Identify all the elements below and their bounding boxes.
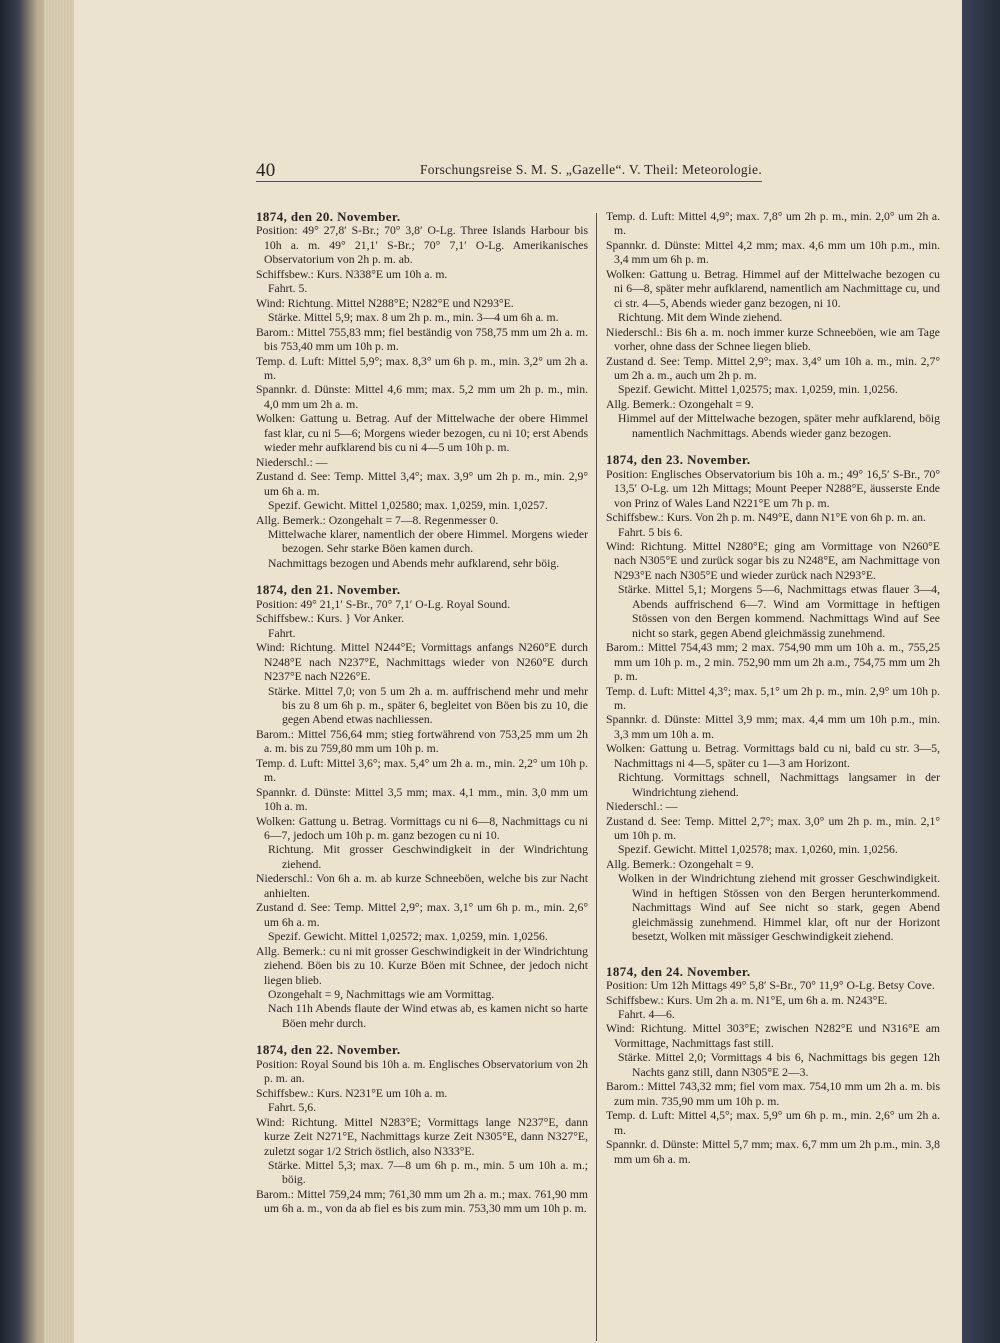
entry-line: Position: Englisches Observatorium bis 10h a. m.; 49° 16,5′ S-Br., 70° 13,5′ O-Lg. um 12h Mittags; Mount Peeper N288°E, äusserste Ende von Prinz of Wales Land N221°E um 7h p. m. <box>606 467 940 510</box>
date-heading: 1874, den 24. November. <box>606 963 751 979</box>
entry-line: Barom.: Mittel 754,43 mm; 2 max. 754,90 mm um 10h a. m., 755,25 mm um 10h p. m., 2 min. 752,90 mm um 2h a.m., 754,75 mm um 2h p. m. <box>606 641 940 684</box>
entry-line: Niederschl.: Bis 6h a. m. noch immer kurze Schneeböen, wie am Tage vorher, ohne dass der Schnee liegen blieb. <box>606 325 940 354</box>
entry-line: Schiffsbew.: Kurs. Um 2h a. m. N1°E, um 6h a. m. N243°E. <box>606 993 888 1007</box>
entry-line: Wolken: Gattung u. Betrag. Vormittags bald cu ni, bald cu str. 3—5, Nachmittags ni 4—5, später cu 1—3 am Horizont. <box>606 742 940 770</box>
entry-line: Zustand d. See: Temp. Mittel 2,9°; max. 3,4° um 10h a. m., min. 2,7° um 2h a. m., auch um 2h p. m. <box>606 354 940 382</box>
entry-line: Niederschl.: Von 6h a. m. ab kurze Schneeböen, welche bis zur Nacht anhielten. <box>256 872 588 900</box>
running-head: Forschungsreise S. M. S. „Gazelle“. V. Theil: Meteorologie. <box>419 162 762 177</box>
entry-line: Wind: Richtung. Mittel N280°E; ging am Vormittage von N260°E nach N305°E und zurück sogar bis zu N248°E, am Nachmittage von N293°E nach N305°E und wieder zurück nach N293°E. <box>606 539 940 582</box>
book-cover-right <box>962 0 1000 1343</box>
entry-line: Fahrt. 5,6. <box>268 1101 317 1115</box>
page-header <box>256 160 762 182</box>
entry-line: Spannkr. d. Dünste: Mittel 4,6 mm; max. 5,2 mm um 2h p. m., min. 4,0 mm um 2h a. m. <box>256 383 588 411</box>
entry-line: Temp. d. Luft: Mittel 4,5°; max. 5,9° um 6h p. m., min. 2,6° um 2h a. m. <box>606 1109 940 1137</box>
entry-line: Mittelwache klarer, namentlich der obere Himmel. Morgens wieder bezogen. Sehr starke Böen kamen durch. <box>268 527 588 556</box>
entry-line: Nach 11h Abends flaute der Wind etwas ab, es kamen nicht so harte Böen mehr durch. <box>268 1002 588 1030</box>
date-heading: 1874, den 23. November. <box>606 452 751 468</box>
entry-line: Stärke. Mittel 7,0; von 5 um 2h a. m. auffrischend mehr und mehr bis zu 8 um 6h p. m., später 6, begleitet von Böen bis zu 10, die gegen Abend etwas nachliessen. <box>268 684 588 727</box>
entry-line: Barom.: Mittel 759,24 mm; 761,30 mm um 2h a. m.; max. 761,90 mm um 6h a. m., von da ab fiel es bis zum min. 753,30 mm um 10h p. m. <box>256 1187 588 1216</box>
entry-line: Allg. Bemerk.: Ozongehalt = 9. <box>606 397 754 411</box>
entry-line: Niederschl.: — <box>256 455 328 469</box>
entry-line: Ozongehalt = 9, Nachmittags wie am Vormittag. <box>268 988 495 1002</box>
entry-line: Temp. d. Luft: Mittel 3,6°; max. 5,4° um 2h a. m., min. 2,2° um 10h p. m. <box>256 756 588 785</box>
entry-line: Schiffsbew.: Kurs. N231°E um 10h a. m. <box>256 1086 448 1100</box>
entry-line: Wind: Richtung. Mittel 303°E; zwischen N282°E und N316°E am Vormittage, Nachmittags fast still. <box>606 1022 940 1050</box>
entry-line: Barom.: Mittel 755,83 mm; fiel beständig von 758,75 mm um 2h a. m. bis 753,40 mm um 10h p. m. <box>256 325 588 354</box>
entry-line: Allg. Bemerk.: Ozongehalt = 7—8. Regenmesser 0. <box>256 513 499 527</box>
page-number: 40 <box>256 160 276 181</box>
entry-line: Spezif. Gewicht. Mittel 1,02580; max. 1,0259, min. 1,0257. <box>268 499 548 513</box>
entry-line: Zustand d. See: Temp. Mittel 3,4°; max. 3,9° um 2h p. m., min. 2,9° um 6h a. m. <box>256 470 588 498</box>
entry-line: Wind: Richtung. Mittel N288°E; N282°E und N293°E. <box>256 296 514 310</box>
entry-line: Fahrt. 4—6. <box>618 1008 675 1022</box>
entry-line: Spannkr. d. Dünste: Mittel 3,5 mm; max. 4,1 mm., min. 3,0 mm um 10h a. m. <box>256 785 588 814</box>
entry-line: Wolken: Gattung u. Betrag. Auf der Mittelwache der obere Himmel fast klar, cu ni 5—6; Morgens wieder bezogen, cu ni 10; erst Abends wieder mehr aufklarend bis cu ni 4—5 um 10h p. m. <box>256 412 588 455</box>
entry-line: Zustand d. See: Temp. Mittel 2,7°; max. 3,0° um 2h p. m., min. 2,1° um 10h p. m. <box>606 814 940 843</box>
entry-line: Wind: Richtung. Mittel N244°E; Vormittags anfangs N260°E durch N248°E nach N237°E, Nachmittags wieder von N260°E durch N237°E nach N226°E. <box>256 641 588 684</box>
entry-line: Spezif. Gewicht. Mittel 1,02572; max. 1,0259, min. 1,0256. <box>268 930 548 944</box>
entry-line: Position: Um 12h Mittags 49° 5,8′ S-Br., 70° 11,9° O-Lg. Betsy Cove. <box>606 979 935 993</box>
entry-line: Stärke. Mittel 2,0; Vormittags 4 bis 6, Nachmittags bis gegen 12h Nachts ganz still, dann N305°E 2—3. <box>618 1051 940 1079</box>
date-heading: 1874, den 22. November. <box>256 1042 401 1058</box>
entry-line: Wolken: Gattung u. Betrag. Vormittags cu ni 6—8, Nachmittags cu ni 6—7, jedoch um 10h p. m. ganz bezogen cu ni 10. <box>256 814 588 843</box>
entry-line: Wolken: Gattung u. Betrag. Himmel auf der Mittelwache bezogen cu ni 6—8, später mehr aufklarend, namentlich am Nachmittage cu, und ci str. 4—5, Abends wieder ganz bezogen, ni 10. <box>606 267 940 310</box>
entry-line: Richtung. Vormittags schnell, Nachmittags langsamer in der Windrichtung ziehend. <box>618 771 940 799</box>
entry-line: Position: Royal Sound bis 10h a. m. Englisches Observatorium von 2h p. m. an. <box>256 1057 588 1086</box>
entry-line: Position: 49° 21,1′ S-Br., 70° 7,1′ O-Lg. Royal Sound. <box>256 597 511 611</box>
entry-line: Wind: Richtung. Mittel N283°E; Vormittags lange N237°E, dann kurze Zeit N271°E, Nachmittags kurze Zeit N305°E, dann N327°E, zuletzt sogar 1/2 Strich östlich, also N333°E. <box>256 1115 588 1158</box>
entry-line: Barom.: Mittel 743,32 mm; fiel vom max. 754,10 mm um 2h a. m. bis zum min. 735,90 mm um 10h p. m. <box>606 1080 940 1108</box>
entry-line: Temp. d. Luft: Mittel 4,9°; max. 7,8° um 2h p. m., min. 2,0° um 2h a. m. <box>606 210 940 238</box>
entry-line: Richtung. Mit grosser Geschwindigkeit in der Windrichtung ziehend. <box>268 843 588 871</box>
entry-line: Stärke. Mittel 5,1; Morgens 5—6, Nachmittags etwas flauer 3—4, Abends auffrischend 6—7. Wind am Vormittage in heftigen Stössen von den Bergen kommend. Nachmittags Wind auf See nicht so stark, gegen Abend gleichmässig zunehmend. <box>618 583 940 640</box>
entry-line: Zustand d. See: Temp. Mittel 2,9°; max. 3,1° um 6h p. m., min. 2,6° um 6h a. m. <box>256 901 588 929</box>
entry-line: Stärke. Mittel 5,9; max. 8 um 2h p. m., min. 3—4 um 6h a. m. <box>268 311 559 325</box>
entry-line: Spannkr. d. Dünste: Mittel 3,9 mm; max. 4,4 mm um 10h p.m., min. 3,3 mm um 10h a. m. <box>606 713 940 741</box>
header-rule <box>256 181 762 182</box>
entry-line: Fahrt. 5 bis 6. <box>618 525 683 539</box>
page-stack-edge <box>44 0 74 1343</box>
entry-line: Richtung. Mit dem Winde ziehend. <box>618 311 783 325</box>
entry-line: Temp. d. Luft: Mittel 4,3°; max. 5,1° um 2h p. m., min. 2,9° um 10h p. m. <box>606 684 940 712</box>
entry-line: Fahrt. <box>268 626 296 640</box>
entry-line: Schiffsbew.: Kurs. } Vor Anker. <box>256 612 405 626</box>
entry-line: Stärke. Mittel 5,3; max. 7—8 um 6h p. m., min. 5 um 10h a. m.; böig. <box>268 1159 588 1187</box>
entry-line: Schiffsbew.: Kurs. N338°E um 10h a. m. <box>256 267 448 281</box>
entry-line: Allg. Bemerk.: Ozongehalt = 9. <box>606 857 754 871</box>
entry-line: Spannkr. d. Dünste: Mittel 4,2 mm; max. 4,6 mm um 10h p.m., min. 3,4 mm um 6h p. m. <box>606 238 940 267</box>
entry-line: Allg. Bemerk.: cu ni mit grosser Geschwindigkeit in der Windrichtung ziehend. Böen bis zu 10. Kurze Böen mit Schnee, der jedoch nicht liegen blieb. <box>256 944 588 987</box>
entry-line: Barom.: Mittel 756,64 mm; stieg fortwährend von 753,25 mm um 2h a. m. bis zu 759,80 mm um 10h p. m. <box>256 727 588 756</box>
entry-line: Niederschl.: — <box>606 800 678 814</box>
left-column <box>256 210 588 1217</box>
entry-line: Temp. d. Luft: Mittel 5,9°; max. 8,3° um 6h p. m., min. 3,2° um 2h a. m. <box>256 354 588 382</box>
entry-line: Position: 49° 27,8′ S-Br.; 70° 3,8′ O-Lg. Three Islands Harbour bis 10h a. m. 49° 21,1′ S-Br.; 70° 7,1′ O-Lg. Amerikanisches Observatorium von 2h p. m. ab. <box>256 224 588 267</box>
date-heading: 1874, den 21. November. <box>256 582 401 598</box>
entry-line: Spannkr. d. Dünste: Mittel 5,7 mm; max. 6,7 mm um 2h p.m., min. 3,8 mm um 6h a. m. <box>606 1138 940 1166</box>
right-column <box>606 210 940 1167</box>
column-divider <box>596 213 597 1341</box>
entry-line: Fahrt. 5. <box>268 282 308 296</box>
entry-line: Schiffsbew.: Kurs. Von 2h p. m. N49°E, dann N1°E von 6h p. m. an. <box>606 511 926 525</box>
entry-line: Wolken in der Windrichtung ziehend mit grosser Geschwindigkeit. Wind in heftigen Stössen von den Bergen herunterkommend. Nachmittags Wind auf See nicht so stark, gegen Abend gleichmässig zunehmend. Himmel klar, oft nur der Horizont besetzt, Wolken mit mässiger Geschwindigkeit ziehend. <box>618 872 940 944</box>
entry-line: Nachmittags bezogen und Abends mehr aufklarend, sehr böig. <box>268 556 560 570</box>
entry-line: Himmel auf der Mittelwache bezogen, später mehr aufklarend, böig namentlich Nachmittags. Abends wieder ganz bezogen. <box>618 412 940 440</box>
entry-line: Spezif. Gewicht. Mittel 1,02578; max. 1,0260, min. 1,0256. <box>618 843 898 857</box>
date-heading: 1874, den 20. November. <box>256 209 401 224</box>
entry-line: Spezif. Gewicht. Mittel 1,02575; max. 1,0259, min. 1,0256. <box>618 383 898 397</box>
